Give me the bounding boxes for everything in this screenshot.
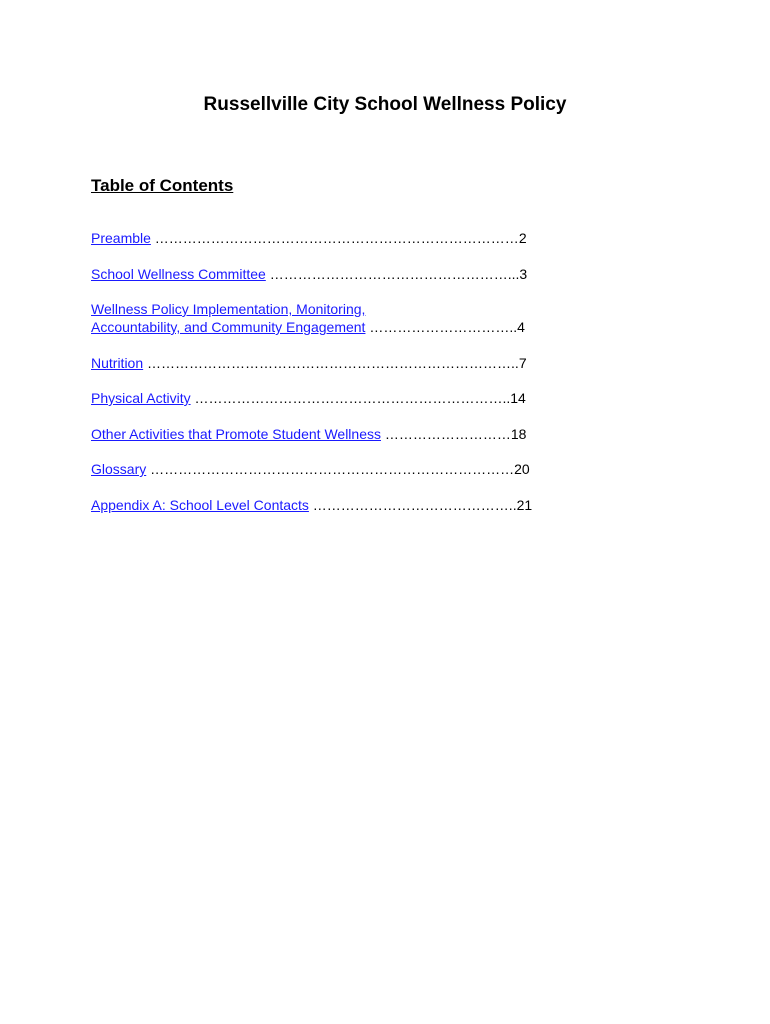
document-title: Russellville City School Wellness Policy <box>203 94 567 115</box>
toc-heading: Table of Contents <box>91 176 234 195</box>
toc-page-number: 7 <box>518 354 527 371</box>
toc-dot-leader: …………………………………………………………………… <box>150 230 519 246</box>
toc-dot-leader: …………………………………………………………………… <box>146 461 515 477</box>
toc-page-number: 2 <box>518 230 527 246</box>
toc-entry-glossary <box>91 460 561 478</box>
toc-link-appendix-a[interactable]: Appendix A: School Level Contacts <box>91 496 309 513</box>
toc-entry-physical-activity <box>91 389 561 407</box>
toc-link-nutrition[interactable]: Nutrition <box>91 354 144 371</box>
toc-entry-other-activities <box>91 425 561 443</box>
toc-page-number: 3 <box>519 265 528 282</box>
toc-dot-leader: …………………………………………………………………….. <box>143 354 519 371</box>
toc-page-number: 14 <box>510 390 526 406</box>
toc-page-number: 20 <box>514 461 530 477</box>
toc-page-number: 18 <box>510 425 527 442</box>
toc-link-physical-activity[interactable]: Physical Activity <box>91 390 191 406</box>
toc-dot-leader: ………………………….. <box>365 319 518 335</box>
toc-entry-nutrition <box>91 354 561 372</box>
toc-dot-leader: ……………………… <box>381 425 511 442</box>
toc-link-school-wellness-committee[interactable]: School Wellness Committee <box>91 265 266 282</box>
toc-entry-preamble <box>91 229 561 247</box>
toc-link-policy-implementation-line2[interactable]: Accountability, and Community Engagement <box>91 319 366 335</box>
toc-link-other-activities[interactable]: Other Activities that Promote Student Wellness <box>91 425 381 442</box>
table-of-contents <box>91 229 561 531</box>
toc-entry-policy-implementation <box>91 300 561 336</box>
toc-dot-leader: …………………………………….. <box>308 496 517 513</box>
toc-entry-appendix-a <box>91 496 561 514</box>
toc-entry-school-wellness-committee <box>91 265 561 283</box>
toc-dot-leader: ……………………………………………... <box>265 265 520 282</box>
toc-link-policy-implementation-line1[interactable]: Wellness Policy Implementation, Monitoring, <box>91 301 366 317</box>
toc-link-preamble[interactable]: Preamble <box>91 230 151 246</box>
toc-link-glossary[interactable]: Glossary <box>91 461 147 477</box>
toc-page-number: 4 <box>517 319 525 335</box>
toc-dot-leader: ………………………………………………………….. <box>190 390 511 406</box>
toc-page-number: 21 <box>516 496 533 513</box>
